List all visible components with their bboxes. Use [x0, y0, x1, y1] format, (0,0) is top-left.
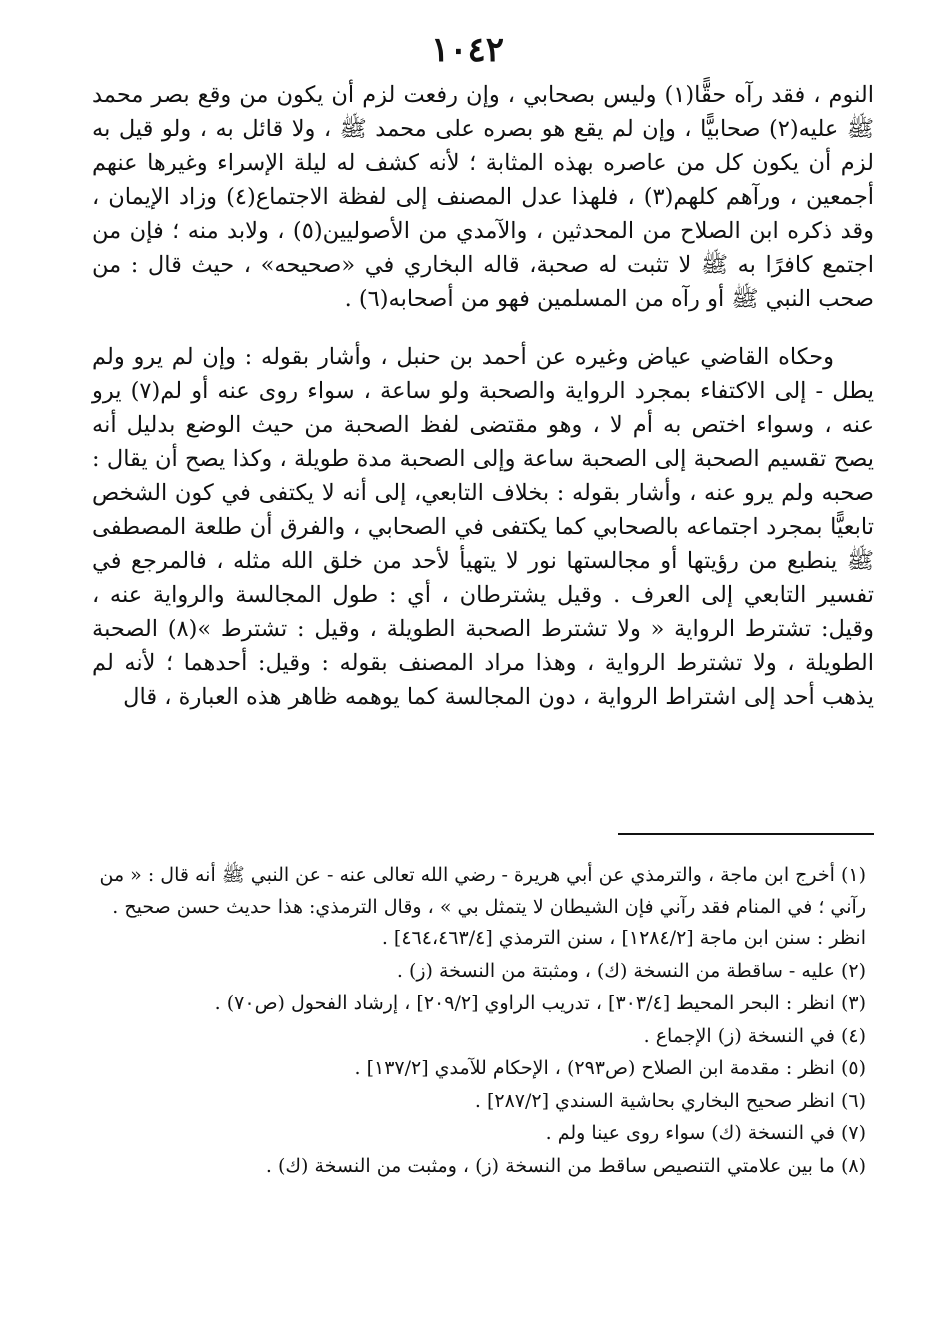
- footnote-number: (١): [840, 864, 866, 886]
- footnote-number: (٦): [840, 1089, 866, 1112]
- paragraph-1: النوم ، فقد رآه حقًّا(١) وليس بصحابي ، وإن رفعت لزم أن يكون من وقع بصر محمد ﷺ عليه(٢) صحابيًّا ، وإن لم يقع هو بصره على محمد ﷺ ، ولا قائل به ، ولو قيل به لزم أن يكون كل من عاصره بهذه المثابة ؛ لأنه كشف له ليلة الإسراء وغيرها عنهم أجمعين ، ورآهم كلهم(٣) ، فلهذا عدل المصنف إلى لفظة الاجتماع(٤) وزاد الإيمان ، وقد ذكره ابن الصلاح من المحدثين ، والآمدي من الأصوليين(٥) ، ولابد منه ؛ فإن من اجتمع كافرًا به ﷺ لا تثبت له صحبة، قاله البخاري في «صحيحه» ، حيث قال : من صحب النبي ﷺ أو رآه من المسلمين فهو من أصحابه(٦) .: [92, 82, 875, 312]
- paragraph-2: وحكاه القاضي عياض وغيره عن أحمد بن حنبل ، وأشار بقوله : وإن لم يرو ولم يطل - إلى الاكتفاء بمجرد الرواية والصحبة ولو ساعة ، سواء روى عنه أو لم(٧) يرو عنه ، وسواء اختص به أم لا ، وهو مقتضى لفظ الصحبة من حيث الوضع بدليل أنه يصح تقسيم الصحبة إلى الصحبة ساعة وإلى الصحبة مدة طويلة ، وكذا يصح أن يقال : صحبه ولم يرو عنه ، وأشار بقوله : بخلاف التابعي، إلى أنه لا يكتفى في كون الشخص تابعيًّا بمجرد اجتماعه بالصحابي كما يكتفى في الصحابي ، والفرق أن طلعة المصطفى ﷺ ينطبع من رؤيتها أو مجالستها نور لا يتهيأ لأحد من خلق الله مثله ، فالمرجع في تفسير التابعي إلى العرف . وقيل يشترطان ، أي : طول المجالسة والرواية عنه ، وقيل: تشترط الرواية « ولا تشترط الصحبة الطويلة ، وقيل : تشترط »(٨) الصحبة الطويلة ، ولا تشترط الرواية ، وهذا مراد المصنف بقوله : وقيل: أحدهما ؛ لأنه لم يذهب أحد إلى اشتراط الرواية ، دون المجالسة كما يوهمه ظاهر هذه العبارة ، قال: [92, 344, 874, 710]
- footnote-text: عليه - ساقطة من النسخة (ك) ، ومثبتة من النسخة (ز) .: [396, 959, 835, 982]
- footnote-number: (٣): [840, 992, 866, 1014]
- footnote-text: انظر : البحر المحيط [٣٠٣/٤] ، تدريب الراوي [٢٠٩/٢] ، إرشاد الفحول (ص٧٠) .: [214, 992, 835, 1014]
- footnote-text: انظر : مقدمة ابن الصلاح (ص٢٩٣) ، الإحكام للآمدي [١٣٧/٢] .: [354, 1057, 835, 1079]
- footnote-4: [92, 1021, 874, 1053]
- footnote-number: (٧): [840, 1122, 866, 1144]
- footnote-number: (٢): [840, 959, 866, 982]
- footnote-6: [92, 1086, 874, 1118]
- footnote-divider: [618, 833, 874, 835]
- footnote-number: (٥): [840, 1057, 866, 1079]
- footnote-2: [92, 956, 874, 988]
- footnote-text: أخرج ابن ماجة ، والترمذي عن أبي هريرة - رضي الله تعالى عنه - عن النبي ﷺ أنه قال : « من رآني ؛ في المنام فقد رآني فإن الشيطان لا يتمثل بي » ، وقال الترمذي: هذا حديث حسن صحيح . انظر : سنن ابن ماجة [١٢٨٤/٢] ، سنن الترمذي [٤٦٤،٤٦٣/٤] .: [99, 864, 866, 949]
- page-number: ١٠٤٢: [430, 30, 505, 70]
- footnote-number: (٤): [840, 1024, 866, 1047]
- footnote-7: [92, 1118, 874, 1150]
- footnote-text: في النسخة (ز) الإجماع .: [643, 1024, 835, 1047]
- main-text: [92, 78, 874, 714]
- footnotes: [92, 860, 874, 1183]
- footnote-3: [92, 988, 874, 1020]
- footnote-1: [92, 860, 874, 955]
- footnote-8: [92, 1151, 874, 1183]
- footnote-text: في النسخة (ك) سواء روى عينا ولم .: [545, 1122, 835, 1144]
- footnote-number: (٨): [840, 1154, 866, 1177]
- footnote-5: [92, 1053, 874, 1085]
- footnote-text: ما بين علامتي التنصيص ساقط من النسخة (ز) ، ومثبت من النسخة (ك) .: [265, 1154, 835, 1177]
- footnote-text: انظر صحيح البخاري بحاشية السندي [٢٨٧/٢] .: [474, 1089, 835, 1112]
